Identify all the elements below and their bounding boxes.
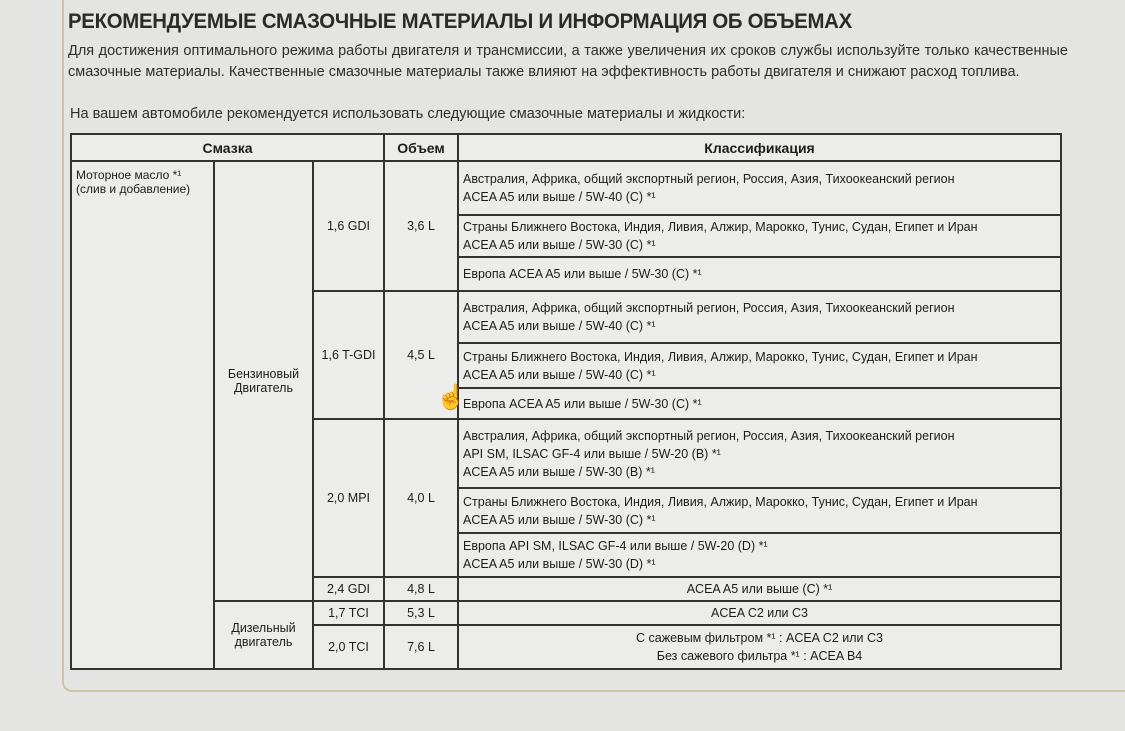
- classification-cell: Австралия, Африка, общий экспортный регион, Россия, Азия, Тихоокеанский регион API SM, ILSAC GF-4 или выше / 5W-20 (B) *¹ ACEA A5 или выше / 5W-30 (B) *¹: [458, 419, 1061, 488]
- header-lubricant: Смазка: [71, 134, 384, 161]
- hand-cursor-icon: ☝: [436, 384, 466, 411]
- classification-cell: ACEA C2 или C3: [458, 601, 1061, 625]
- volume-cell: 7,6 L: [384, 625, 458, 669]
- volume-cell: 4,5 L: [384, 291, 458, 419]
- engine-cell: 2,0 TCI: [313, 625, 384, 669]
- classification-cell: Страны Ближнего Востока, Индия, Ливия, Алжир, Марокко, Тунис, Судан, Египет и Иран ACEA A5 или выше / 5W-30 (C) *¹: [458, 488, 1061, 533]
- classification-cell: Страны Ближнего Востока, Индия, Ливия, Алжир, Марокко, Тунис, Судан, Египет и Иран ACEA A5 или выше / 5W-30 (C) *¹: [458, 215, 1061, 257]
- petrol-engine-cell: Бензиновый Двигатель: [214, 161, 313, 601]
- header-classification: Классификация: [458, 134, 1061, 161]
- diesel-engine-cell: Дизельный двигатель: [214, 601, 313, 669]
- volume-cell: 4,8 L: [384, 577, 458, 601]
- classification-cell: ACEA A5 или выше (C) *¹: [458, 577, 1061, 601]
- intro-paragraph: Для достижения оптимального режима работы двигателя и трансмиссии, а также увеличения их сроков службы используйте только качественные смазочные материалы. Качественные смазочные материалы также влияют на эффективность работы двигателя и снижают расход топлива.: [68, 43, 1068, 80]
- table-header-row: [71, 134, 1061, 161]
- classification-cell: Европа API SM, ILSAC GF-4 или выше / 5W-20 (D) *¹ ACEA A5 или выше / 5W-30 (D) *¹: [458, 533, 1061, 577]
- volume-cell: 5,3 L: [384, 601, 458, 625]
- classification-cell: Австралия, Африка, общий экспортный регион, Россия, Азия, Тихоокеанский регион ACEA A5 или выше / 5W-40 (C) *¹: [458, 161, 1061, 215]
- volume-cell: 4,0 L: [384, 419, 458, 577]
- classification-cell: С сажевым фильтром *¹ : ACEA C2 или C3 Без сажевого фильтра *¹ : ACEA B4: [458, 625, 1061, 669]
- header-volume: Объем: [384, 134, 458, 161]
- classification-cell: Страны Ближнего Востока, Индия, Ливия, Алжир, Марокко, Тунис, Судан, Египет и Иран ACEA A5 или выше / 5W-40 (C) *¹: [458, 343, 1061, 388]
- lead-text: На вашем автомобиле рекомендуется использовать следующие смазочные материалы и жидкости:: [70, 106, 746, 122]
- engine-cell: 1,7 TCI: [313, 601, 384, 625]
- table-row: [71, 161, 1061, 215]
- volume-cell: 3,6 L: [384, 161, 458, 291]
- engine-cell: 2,0 MPI: [313, 419, 384, 577]
- engine-cell: 1,6 GDI: [313, 161, 384, 291]
- lubricant-cell: Моторное масло *¹ (слив и добавление): [71, 161, 214, 669]
- table-row: [71, 601, 1061, 625]
- classification-cell: Австралия, Африка, общий экспортный регион, Россия, Азия, Тихоокеанский регион ACEA A5 или выше / 5W-40 (C) *¹: [458, 291, 1061, 343]
- lubricants-table: [70, 133, 1062, 670]
- engine-cell: 1,6 T-GDI: [313, 291, 384, 419]
- classification-cell: Европа ACEA A5 или выше / 5W-30 (C) *¹: [458, 388, 1061, 419]
- page-title: РЕКОМЕНДУЕМЫЕ СМАЗОЧНЫЕ МАТЕРИАЛЫ И ИНФОРМАЦИЯ ОБ ОБЪЕМАХ: [68, 10, 852, 33]
- engine-cell: 2,4 GDI: [313, 577, 384, 601]
- classification-cell: Европа ACEA A5 или выше / 5W-30 (C) *¹: [458, 257, 1061, 291]
